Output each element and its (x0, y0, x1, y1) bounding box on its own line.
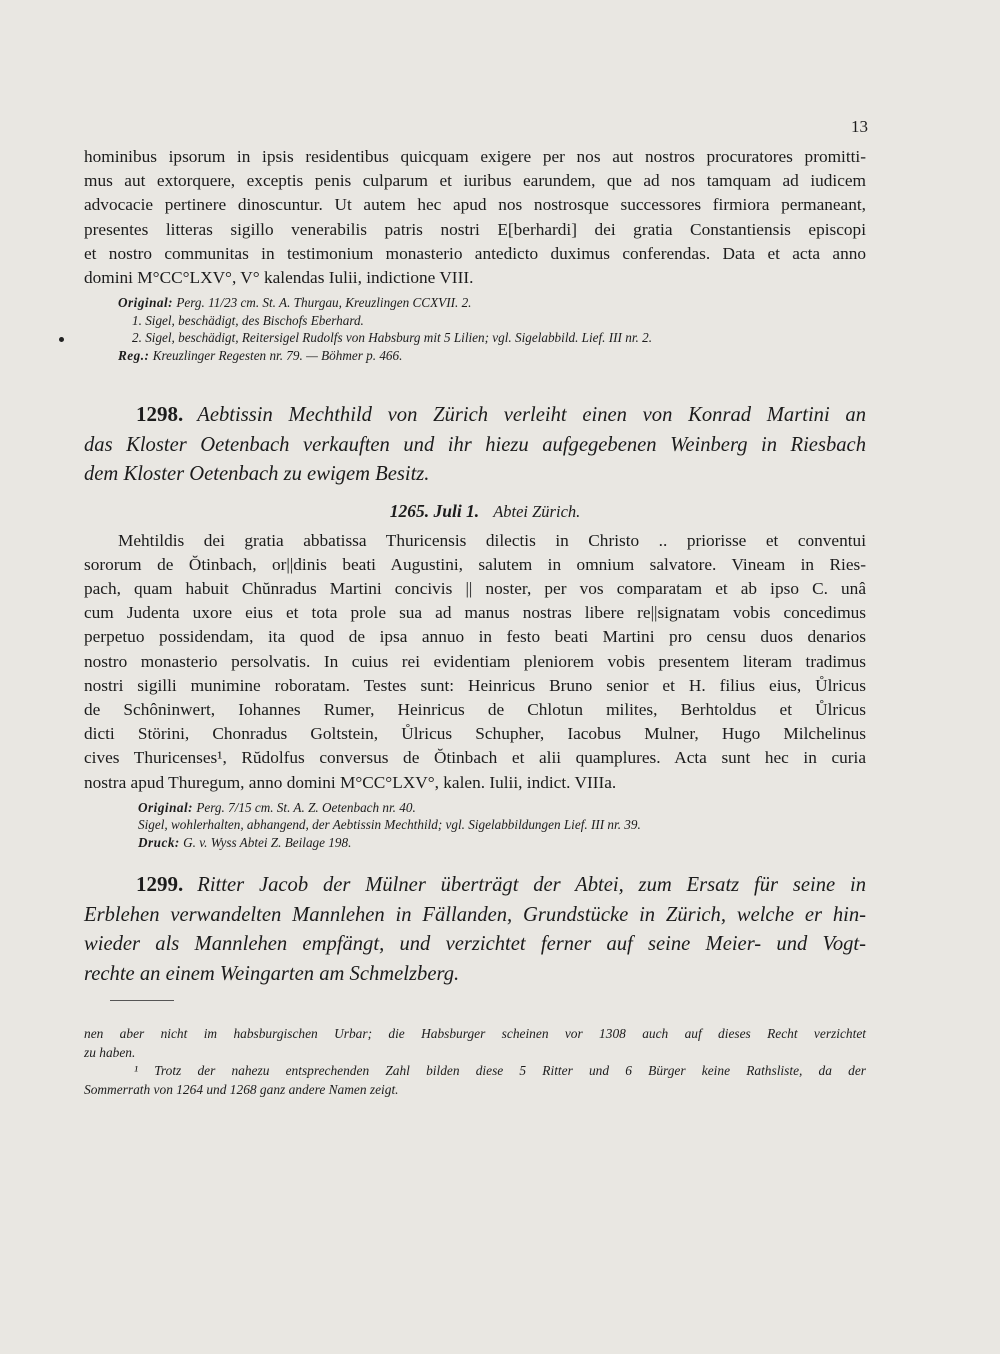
text-line: perpetuo possidendam, ita quod de ipsa annuo in festo beati Martini pro censu duos denarios (84, 627, 866, 647)
footnotes (84, 1025, 866, 1099)
text-line: Mehtildis dei gratia abbatissa Thuricensis dilectis in Christo .. priorisse et conventui (118, 530, 866, 550)
text-line: et nostro communitas in testimonium monasterio antedicto duximus conferendas. Data et acta anno (84, 243, 866, 263)
text-line: dicti Störini, Chonradus Goltstein, Ůlricus Schupher, Iacobus Mulner, Hugo Milchelinus (84, 724, 866, 744)
margin-mark (59, 337, 64, 342)
document-heading-line: 1298. Aebtissin Mechthild von Zürich verleiht einen von Konrad Martini an (136, 402, 866, 426)
text-line: nostri sigilli munimine roboratam. Testes sunt: Heinricus Bruno senior et H. filius eius, Ůlricus (84, 675, 866, 695)
text-line: nostra apud Thuregum, anno domini M°CC°LXV°, kalen. Iulii, indict. VIIIa. (84, 772, 617, 792)
footnote-line: Sommerrath von 1264 und 1268 ganz andere Namen zeigt. (84, 1081, 399, 1097)
dateline (104, 500, 866, 523)
text-line: pach, quam habuit Chŭnradus Martini concivis || noster, per vos comparatam et ab ipso C. unâ (84, 578, 866, 598)
document-1299 (84, 870, 866, 989)
document-heading-line: wieder als Mannlehen empfängt, und verzichtet ferner auf seine Meier- und Vogt- (84, 933, 866, 955)
text-line: sororum de Ŏtinbach, or||dinis beati Augustini, salutem in omnium salvatore. Vineam in Ries- (84, 554, 866, 574)
document-heading-line: 1299. Ritter Jacob der Mülner überträgt der Abtei, zum Ersatz für seine in (136, 872, 866, 896)
text-line: mus aut extorquere, exceptis penis culparum et iuribus earundem, que ad nos tamquam ad iudicem (84, 171, 866, 191)
document-heading-line: dem Kloster Oetenbach zu ewigem Besitz. (84, 463, 430, 485)
text-line: de Schôninwert, Iohannes Rumer, Heinricus de Chlotun milites, Berhtoldus et Ůlricus (84, 699, 866, 719)
document-1298 (84, 400, 866, 851)
text-line: domini M°CC°LXV°, V° kalendas Iulii, indictione VIII. (84, 268, 474, 288)
print-note: Druck: G. v. Wyss Abtei Z. Beilage 198. (138, 834, 352, 850)
prior-document-text (84, 145, 866, 364)
document-heading-line: rechte an einem Weingarten am Schmelzberg. (84, 962, 460, 985)
document-date: 1265. Juli 1. (389, 500, 480, 521)
document-heading-line: Erblehen verwandelten Mannlehen in Fällanden, Grundstücke in Zürich, welche er hin- (84, 903, 866, 926)
document-place: Abtei Zürich. (493, 501, 581, 521)
text-line: presentes litteras sigillo venerabilis patris nostri E[berhardi] dei gratia Constantiensis episcopi (84, 219, 866, 239)
source-note: Original: Perg. 11/23 cm. St. A. Thurgau, Kreuzlingen CCXVII. 2. (118, 295, 472, 311)
text-line: cum Judenta uxore eius et tota prole sua ad manus nostras libere re||signatam vobis concedimus (84, 603, 866, 623)
source-note: Original: Perg. 7/15 cm. St. A. Z. Oetenbach nr. 40. (138, 799, 416, 815)
document-heading-line: das Kloster Oetenbach verkauften und ihr hiezu aufgegebenen Weinberg in Riesbach (84, 433, 866, 456)
document-number: 1299. (136, 872, 184, 896)
text-line: cives Thuricenses¹, Rŭdolfus conversus de Ŏtinbach et alii quamplures. Acta sunt hec in curia (84, 748, 866, 768)
seal-note: 2. Sigel, beschädigt, Reitersigel Rudolfs von Habsburg mit 5 Lilien; vgl. Sigelabbild. Lief. III nr. 2. (132, 330, 652, 346)
footnote-line: zu haben. (84, 1044, 136, 1060)
seal-note: 1. Sigel, beschädigt, des Bischofs Eberhard. (132, 312, 364, 328)
text-line: advocacie pertinere dinoscuntur. Ut autem hec apud nos nostrosque successores firmiora permaneant, (84, 195, 866, 215)
document-number: 1298. (136, 402, 184, 426)
seal-note: Sigel, wohlerhalten, abhangend, der Aebtissin Mechthild; vgl. Sigelabbildungen Lief. III nr. 39. (138, 817, 641, 833)
footnote-line: nen aber nicht im habsburgischen Urbar; die Habsburger scheinen vor 1308 auch auf dieses Recht verzichtet (84, 1026, 866, 1041)
regest-note: Reg.: Kreuzlinger Regesten nr. 79. — Böhmer p. 466. (118, 347, 403, 363)
footnote-rule (110, 1000, 174, 1001)
page-number: 13 (851, 117, 868, 136)
footnote-line: ¹ Trotz der nahezu entsprechenden Zahl bilden diese 5 Ritter und 6 Bürger keine Rathsliste, da der (134, 1063, 866, 1078)
text-line: hominibus ipsorum in ipsis residentibus quicquam exigere per nos aut nostros procuratores promitti- (84, 147, 866, 166)
text-line: nostro monasterio persolvatis. In cuius rei evidentiam pleniorem vobis presentem literam tradimus (84, 651, 866, 671)
